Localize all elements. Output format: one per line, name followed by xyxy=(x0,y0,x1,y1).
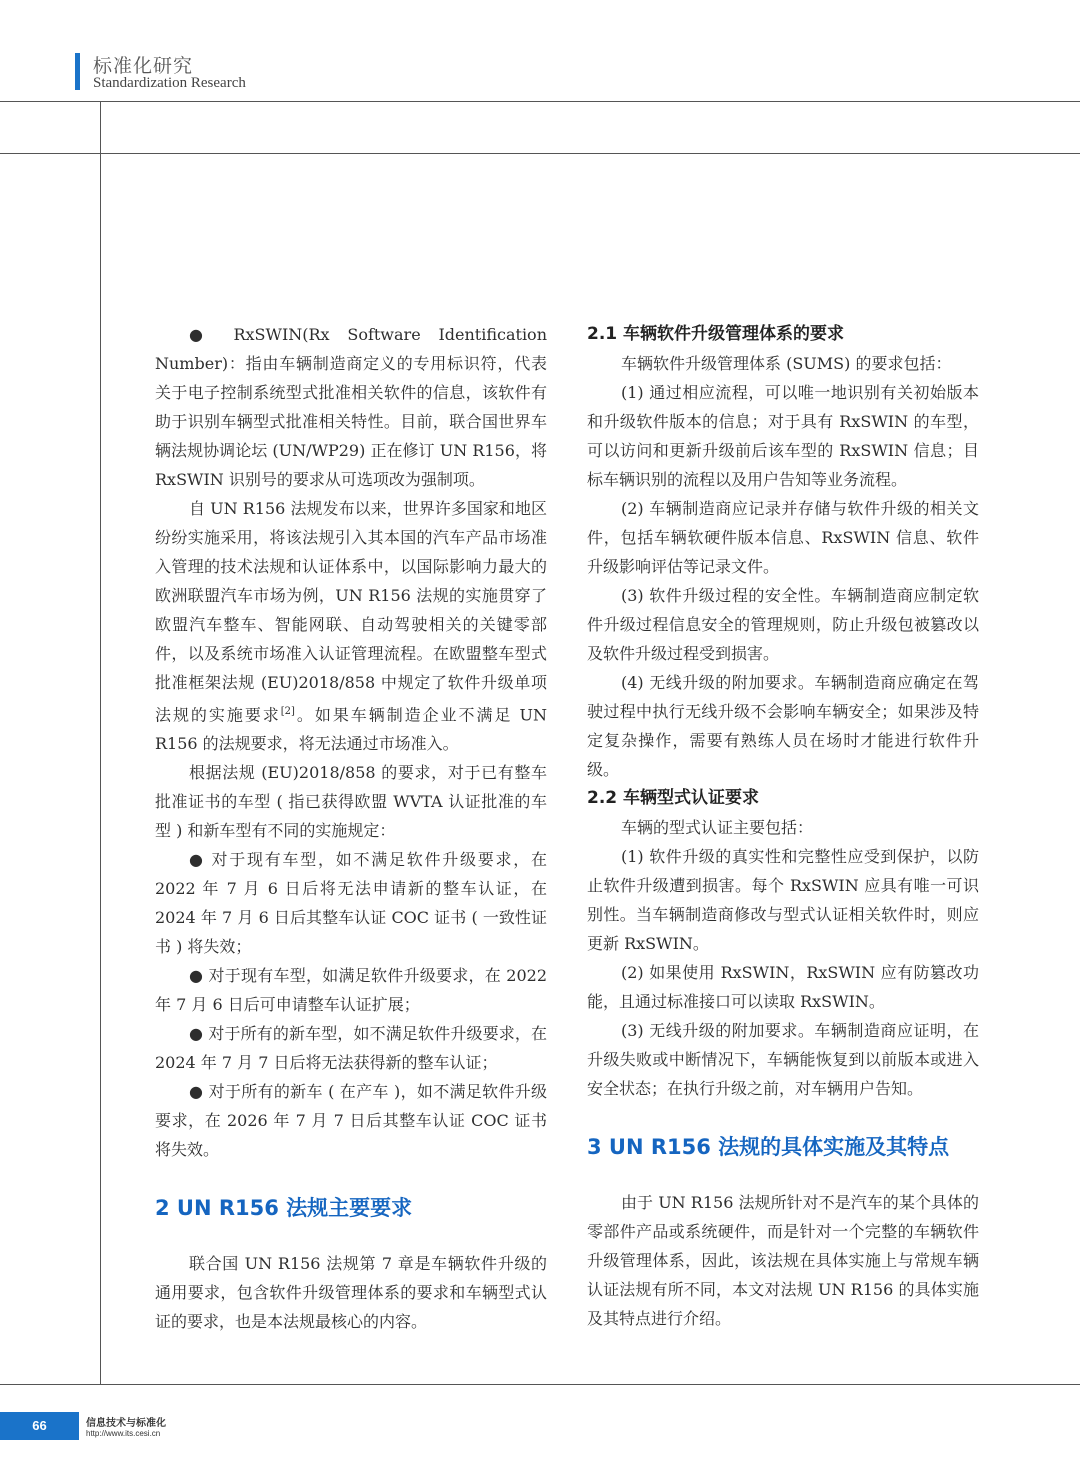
header-accent-bar xyxy=(75,53,80,90)
paragraph-implementation: 由于 UN R156 法规所针对不是汽车的某个具体的零部件产品或系统硬件，而是针对一个完整的车辆软件升级管理体系，因此，该法规在具体实施上与常规车辆认证法规有所不同，本文对法规 UN R156 的具体实施及其特点进行介绍。 xyxy=(587,1193,979,1328)
paragraph-sums-intro: 车辆软件升级管理体系 (SUMS) 的要求包括： xyxy=(621,354,952,373)
rxswin-definition: ● RxSWIN(Rx Software Identification Number)：指由车辆制造商定义的专用标识符，代表关于电子控制系统型式批准相关软件的信息，该软件有助于识别车辆型式批准相关特性。目前，联合国世界车辆法规协调论坛 (UN/WP29) 正在修订 UN R156，将 RxSWIN 识别号的要求从可选项改为强制项。 xyxy=(155,325,547,489)
section-heading-2: 2 UN R156 法规主要要求 xyxy=(155,1196,413,1221)
header-rule-bottom xyxy=(0,153,1080,154)
list-item: (2) 如果使用 RxSWIN，RxSWIN 应有防篡改功能，且通过标准接口可以读取 RxSWIN。 xyxy=(587,963,979,1011)
bullet-item: ● 对于现有车型，如满足软件升级要求，在 2022 年 7 月 6 日后可申请整车认证扩展； xyxy=(155,966,547,1015)
paragraph-adoption xyxy=(155,494,547,758)
footer-rule xyxy=(0,1384,1080,1385)
header-rule-top xyxy=(0,101,1080,102)
left-column xyxy=(155,320,547,1336)
paragraph-type-approval-intro: 车辆的型式认证主要包括： xyxy=(621,818,814,837)
paragraph-text: 自 UN R156 法规发布以来，世界许多国家和地区纷纷实施采用，将该法规引入其本国的汽车产品市场准入管理的技术法规和认证体系中，以国际影响力最大的欧洲联盟汽车市场为例，UN R156 法规的实施贯穿了欧盟汽车整车、智能网联、自动驾驶相关的关键零部件，以及系统市场准入认证管理流程。在欧盟整车型式批准框架法规 (EU)2018/858 中规定了软件升级单项法规的实施要求 xyxy=(155,499,547,725)
right-column xyxy=(587,320,979,1333)
paragraph-main-requirements: 联合国 UN R156 法规第 7 章是车辆软件升级的通用要求，包含软件升级管理体系的要求和车辆型式认证的要求，也是本法规最核心的内容。 xyxy=(155,1254,547,1332)
page-number: 66 xyxy=(0,1412,79,1440)
list-item: (1) 通过相应流程，可以唯一地识别有关初始版本和升级软件版本的信息；对于具有 RxSWIN 的车型，可以访问和更新升级前后该车型的 RxSWIN 信息；目标车辆识别的流程以及用户告知等业务流程。 xyxy=(587,383,979,489)
list-item: (2) 车辆制造商应记录并存储与软件升级的相关文件，包括车辆软硬件版本信息、RxSWIN 信息、软件升级影响评估等记录文件。 xyxy=(587,499,979,576)
list-item: (1) 软件升级的真实性和完整性应受到保护，以防止软件升级遭到损害。每个 RxSWIN 应具有唯一可识别性。当车辆制造商修改与型式认证相关软件时，则应更新 RxSWIN。 xyxy=(587,847,979,953)
subsection-heading-2-1: 2.1 车辆软件升级管理体系的要求 xyxy=(587,324,845,344)
section-title-en: Standardization Research xyxy=(93,75,246,91)
journal-name: 信息技术与标准化 xyxy=(86,1418,166,1429)
section-title-cn: 标准化研究 xyxy=(93,55,194,77)
subsection-heading-2-2: 2.2 车辆型式认证要求 xyxy=(587,788,760,808)
section-heading-3: 3 UN R156 法规的具体实施及其特点 xyxy=(587,1135,950,1159)
journal-url[interactable]: http://www.its.cesi.cn xyxy=(86,1429,161,1438)
paragraph-text: 。如果车辆制造企业不满足 UN R156 的法规要求，将无法通过市场准入。 xyxy=(155,705,547,754)
bullet-item: ● 对于所有的新车型，如不满足软件升级要求，在 2024 年 7 月 7 日后将无法获得新的整车认证； xyxy=(155,1024,547,1073)
list-item: (3) 无线升级的附加要求。车辆制造商应证明，在升级失败或中断情况下，车辆能恢复到以前版本或进入安全状态；在执行升级之前，对车辆用户告知。 xyxy=(587,1021,979,1098)
reference-marker: [2] xyxy=(280,706,295,717)
bullet-item: ● 对于现有车型，如不满足软件升级要求，在 2022 年 7 月 6 日后将无法申请新的整车认证，在 2024 年 7 月 6 日后其整车认证 COC 证书 ( 一致性证书 ) 将失效； xyxy=(155,850,547,957)
list-item: (4) 无线升级的附加要求。车辆制造商应确定在驾驶过程中执行无线升级不会影响车辆安全；如果涉及特定复杂操作，需要有熟练人员在场时才能进行软件升级。 xyxy=(587,673,979,779)
bullet-item: ● 对于所有的新车 ( 在产车 )，如不满足软件升级要求，在 2026 年 7 月 7 日后其整车认证 COC 证书将失效。 xyxy=(155,1082,547,1160)
paragraph-eu-requirements: 根据法规 (EU)2018/858 的要求，对于已有整车批准证书的车型 ( 指已获得欧盟 WVTA 认证批准的车型 ) 和新车型有不同的实施规定： xyxy=(155,763,547,841)
list-item: (3) 软件升级过程的安全性。车辆制造商应制定软件升级过程信息安全的管理规则，防止升级包被篡改以及软件升级过程受到损害。 xyxy=(587,586,979,663)
margin-rule xyxy=(100,101,101,1384)
